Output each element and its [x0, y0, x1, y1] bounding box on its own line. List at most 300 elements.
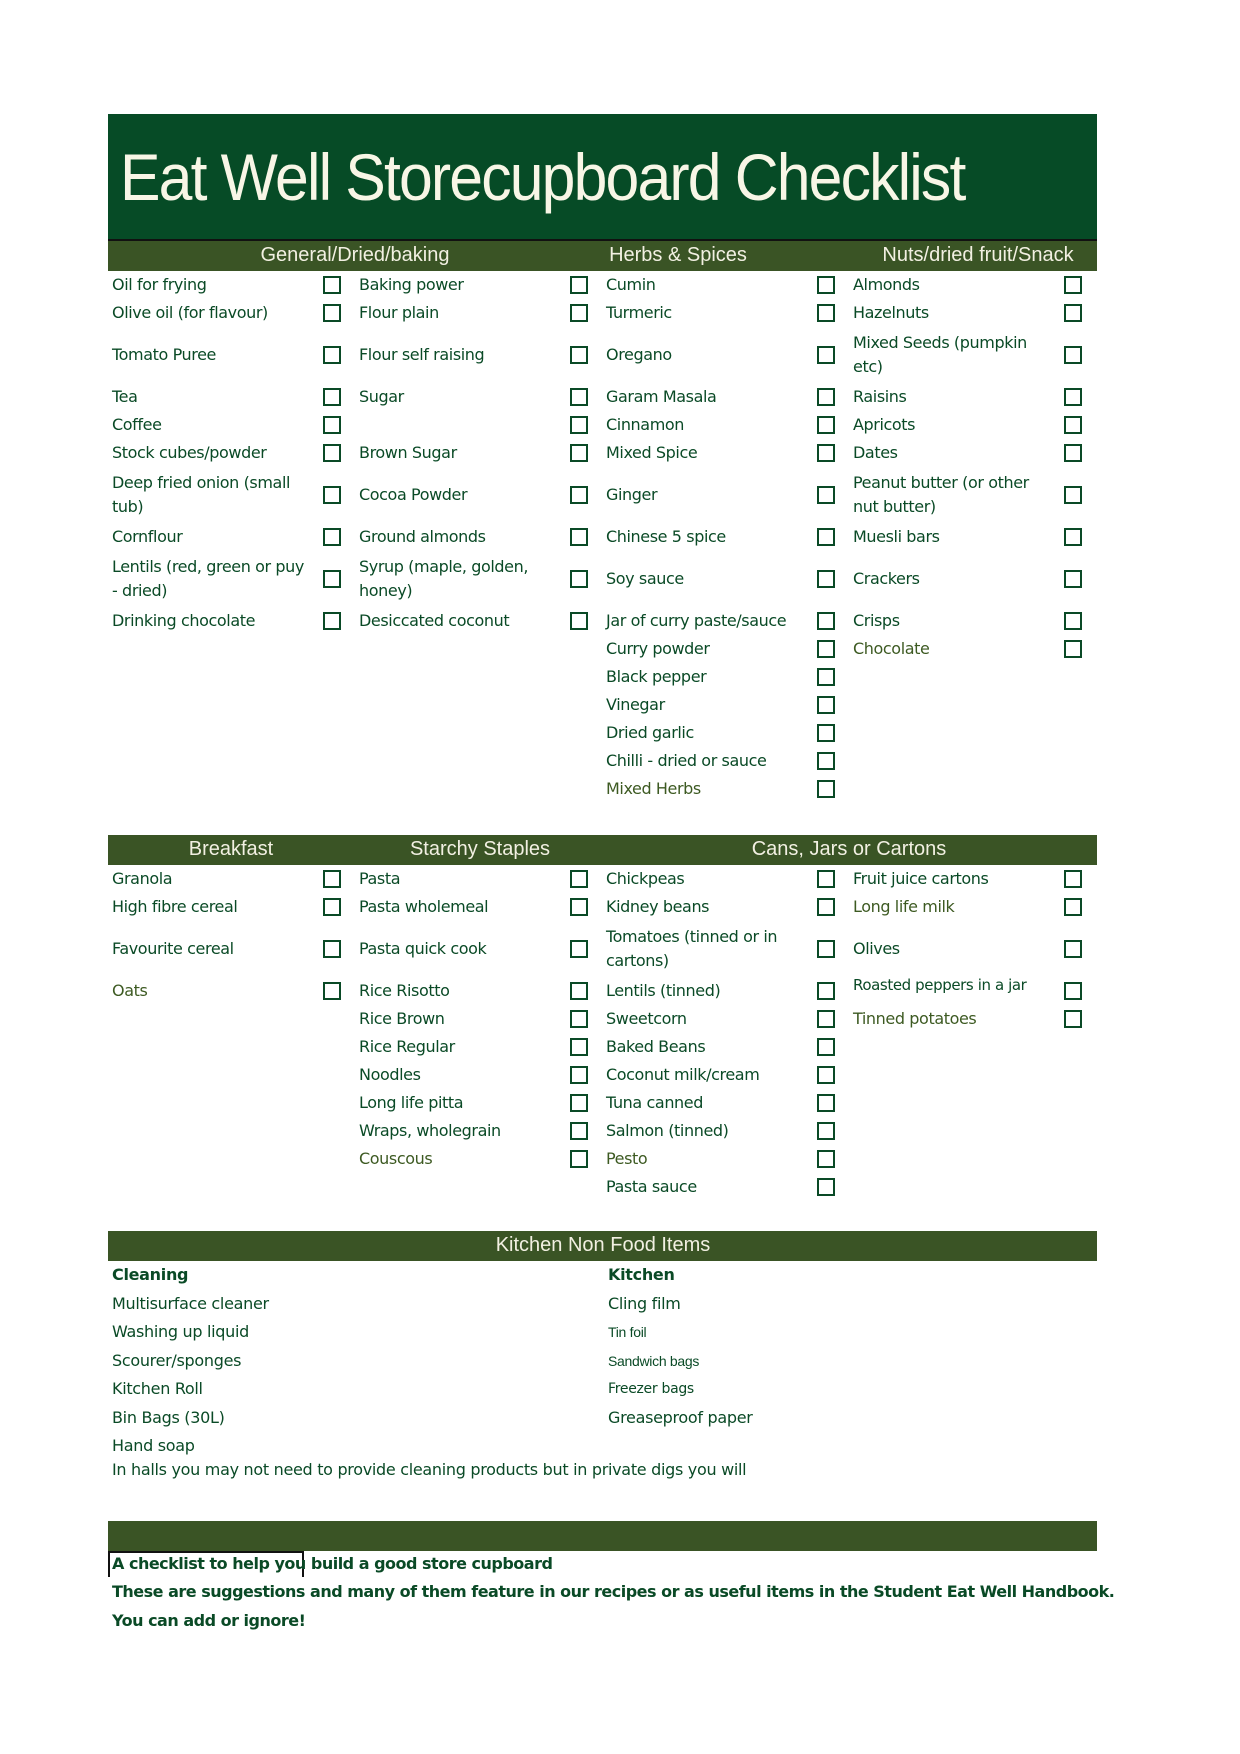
checkbox[interactable]	[570, 444, 588, 462]
checkbox[interactable]	[817, 1122, 835, 1140]
checklist-cell	[849, 921, 1096, 977]
checkbox[interactable]	[1064, 640, 1082, 658]
checkbox[interactable]	[817, 1094, 835, 1112]
item-label: Salmon (tinned)	[606, 1121, 729, 1140]
item-label: Cornflour	[112, 527, 183, 546]
checklist-cell	[108, 439, 355, 467]
checklist-cell	[602, 691, 849, 719]
item-label: Crackers	[853, 569, 920, 588]
table-row	[108, 1145, 1097, 1173]
checklist-cell	[108, 271, 355, 299]
checkbox[interactable]	[323, 416, 341, 434]
kitchen-non-food-section	[108, 1261, 1097, 1521]
checkbox[interactable]	[817, 570, 835, 588]
checklist-cell	[108, 663, 355, 691]
header-general-dried-baking: General/Dried/baking	[260, 244, 450, 266]
checklist-cell	[849, 893, 1096, 921]
item-label: Chilli - dried or sauce	[606, 751, 767, 770]
header-herbs-spices: Herbs & Spices	[609, 244, 747, 266]
checkbox[interactable]	[817, 444, 835, 462]
checkbox[interactable]	[570, 1066, 588, 1084]
page-title: Eat Well Storecupboard Checklist	[120, 139, 965, 214]
checkbox[interactable]	[570, 486, 588, 504]
list-item: Washing up liquid	[112, 1322, 249, 1341]
checklist-cell	[849, 551, 1096, 607]
header-nuts-dried-fruit-snack: Nuts/dried fruit/Snack	[882, 244, 1074, 266]
checklist-cell	[849, 691, 1096, 719]
checkbox[interactable]	[570, 1094, 588, 1112]
checklist-cell	[355, 719, 602, 747]
checklist-cell	[355, 893, 602, 921]
item-label: Chocolate	[853, 639, 930, 658]
checkbox[interactable]	[817, 1150, 835, 1168]
list-item: Bin Bags (30L)	[112, 1407, 225, 1427]
checklist-cell	[602, 775, 849, 803]
checklist-cell	[602, 747, 849, 775]
checklist-cell	[355, 1173, 602, 1201]
checklist-cell	[602, 635, 849, 663]
table-row	[108, 607, 1097, 635]
item-label: Wraps, wholegrain	[359, 1121, 501, 1140]
item-label: Sweetcorn	[606, 1009, 687, 1028]
checklist-cell	[108, 383, 355, 411]
checkbox[interactable]	[570, 982, 588, 1000]
checkbox[interactable]	[817, 780, 835, 798]
checklist-cell	[108, 747, 355, 775]
checklist-cell	[108, 1005, 355, 1033]
checklist-cell	[355, 1033, 602, 1061]
checklist-cell	[355, 747, 602, 775]
checklist-cell	[355, 1061, 602, 1089]
checkbox[interactable]	[1064, 1010, 1082, 1028]
table-row	[108, 1117, 1097, 1145]
item-label: Coconut milk/cream	[606, 1065, 760, 1084]
item-label: Fruit juice cartons	[853, 869, 989, 888]
checklist-cell	[849, 865, 1096, 893]
checklist-cell	[108, 719, 355, 747]
table-row	[108, 1005, 1097, 1033]
list-item: Greaseproof paper	[608, 1407, 753, 1427]
checklist-cell	[602, 467, 849, 523]
checklist-cell	[602, 271, 849, 299]
item-label: Cocoa Powder	[359, 485, 468, 504]
checkbox[interactable]	[570, 870, 588, 888]
list-item: Kitchen Roll	[112, 1379, 203, 1398]
checkbox[interactable]	[817, 486, 835, 504]
checkbox[interactable]	[817, 898, 835, 916]
item-label: Mixed Spice	[606, 443, 698, 462]
item-label: Crisps	[853, 611, 900, 630]
checkbox[interactable]	[817, 870, 835, 888]
checklist-cell	[849, 1145, 1096, 1173]
checkbox[interactable]	[570, 570, 588, 588]
checklist-cell	[602, 551, 849, 607]
checklist-cell	[849, 977, 1096, 1005]
checklist-cell	[108, 1061, 355, 1089]
item-label: Stock cubes/powder	[112, 443, 267, 462]
checkbox[interactable]	[817, 276, 835, 294]
checklist-cell	[602, 1061, 849, 1089]
item-label: Baked Beans	[606, 1037, 706, 1056]
item-label: Long life pitta	[359, 1093, 464, 1112]
item-label: Garam Masala	[606, 387, 717, 406]
checkbox[interactable]	[570, 1010, 588, 1028]
item-label: Almonds	[853, 275, 920, 294]
checkbox[interactable]	[1064, 416, 1082, 434]
checkbox[interactable]	[323, 870, 341, 888]
item-label: Hazelnuts	[853, 303, 929, 322]
checkbox[interactable]	[323, 612, 341, 630]
item-label: Cumin	[606, 275, 656, 294]
item-label: Roasted peppers in a jar	[853, 977, 1027, 994]
item-label: Long life milk	[853, 897, 955, 916]
checkbox[interactable]	[1064, 528, 1082, 546]
checkbox[interactable]	[817, 696, 835, 714]
item-label: Muesli bars	[853, 527, 940, 546]
checkbox[interactable]	[1064, 898, 1082, 916]
checkbox[interactable]	[570, 1122, 588, 1140]
list-item: Freezer bags	[608, 1381, 694, 1397]
checkbox[interactable]	[817, 1038, 835, 1056]
table-row	[108, 551, 1097, 607]
checklist-cell	[108, 1173, 355, 1201]
cleaning-note: In halls you may not need to provide cleaning products but in private digs you will	[112, 1460, 747, 1479]
item-label: Desiccated coconut	[359, 611, 510, 630]
checklist-cell	[355, 271, 602, 299]
list-item: Tin foil	[608, 1324, 647, 1340]
table-row	[108, 775, 1097, 803]
checkbox[interactable]	[323, 940, 341, 958]
item-label: Cinnamon	[606, 415, 685, 434]
checklist-cell	[355, 467, 602, 523]
checkbox[interactable]	[570, 276, 588, 294]
item-label: Lentils (red, green or puy - dried)	[112, 557, 304, 600]
checklist-cell	[108, 467, 355, 523]
checkbox[interactable]	[323, 982, 341, 1000]
checklist-cell	[849, 271, 1096, 299]
item-label: Rice Regular	[359, 1037, 455, 1056]
item-label: Granola	[112, 869, 173, 888]
checklist-cell	[355, 663, 602, 691]
checkbox[interactable]	[570, 346, 588, 364]
checkbox[interactable]	[570, 940, 588, 958]
checklist-cell	[355, 1089, 602, 1117]
checklist-cell	[602, 1005, 849, 1033]
section-header-food-2	[108, 835, 1097, 865]
item-label: Chinese 5 spice	[606, 527, 726, 546]
item-label: Olives	[853, 939, 900, 958]
checklist-cell	[602, 663, 849, 691]
item-label: Black pepper	[606, 667, 707, 686]
footer-line-3: You can add or ignore!	[112, 1611, 306, 1630]
checklist-cell	[602, 383, 849, 411]
table-row	[108, 977, 1097, 1005]
checklist-cell	[602, 1033, 849, 1061]
table-row	[108, 411, 1097, 439]
checkbox[interactable]	[570, 1038, 588, 1056]
checklist-cell	[355, 439, 602, 467]
checkbox[interactable]	[323, 898, 341, 916]
cleaning-list	[112, 1261, 269, 1461]
item-label: Kidney beans	[606, 897, 710, 916]
checkbox[interactable]	[817, 304, 835, 322]
table-row	[108, 1061, 1097, 1089]
item-label: Syrup (maple, golden, honey)	[359, 557, 529, 600]
checkbox[interactable]	[817, 1010, 835, 1028]
checkbox[interactable]	[1064, 388, 1082, 406]
item-label: Couscous	[359, 1149, 433, 1168]
checklist-cell	[849, 1005, 1096, 1033]
header-starchy-staples: Starchy Staples	[409, 838, 551, 860]
checklist-cell	[849, 663, 1096, 691]
item-label: Rice Brown	[359, 1009, 445, 1028]
checkbox[interactable]	[1064, 444, 1082, 462]
item-label: Dates	[853, 443, 898, 462]
checkbox[interactable]	[817, 1178, 835, 1196]
checklist-cell	[108, 411, 355, 439]
checklist-cell	[849, 467, 1096, 523]
footer-bar	[108, 1521, 1097, 1551]
checkbox[interactable]	[323, 388, 341, 406]
checklist-cell	[355, 523, 602, 551]
checklist-cell	[849, 1033, 1096, 1061]
checklist-cell	[849, 719, 1096, 747]
checkbox[interactable]	[570, 416, 588, 434]
item-label: Flour plain	[359, 303, 439, 322]
checklist-cell	[849, 439, 1096, 467]
checkbox[interactable]	[570, 1150, 588, 1168]
checklist-cell	[355, 551, 602, 607]
checklist-cell	[108, 327, 355, 383]
checkbox[interactable]	[817, 940, 835, 958]
item-label: Apricots	[853, 415, 916, 434]
checkbox[interactable]	[1064, 276, 1082, 294]
item-label: Deep fried onion (small tub)	[112, 473, 291, 516]
table-row	[108, 719, 1097, 747]
checkbox[interactable]	[323, 304, 341, 322]
item-label: Sugar	[359, 387, 404, 406]
checkbox[interactable]	[570, 388, 588, 406]
table-row	[108, 523, 1097, 551]
checklist-cell	[849, 635, 1096, 663]
checklist-cell	[849, 1173, 1096, 1201]
header-kitchen-non-food: Kitchen Non Food Items	[495, 1234, 711, 1256]
checklist-cell	[849, 411, 1096, 439]
checklist-cell	[602, 977, 849, 1005]
checkbox[interactable]	[1064, 940, 1082, 958]
checkbox[interactable]	[817, 640, 835, 658]
checklist-cell	[602, 865, 849, 893]
table-row	[108, 1033, 1097, 1061]
checkbox[interactable]	[817, 528, 835, 546]
item-label: Oil for frying	[112, 275, 207, 294]
checklist-cell	[602, 893, 849, 921]
checkbox[interactable]	[323, 276, 341, 294]
checklist-cell	[355, 327, 602, 383]
table-row	[108, 691, 1097, 719]
checklist-cell	[355, 1145, 602, 1173]
checklist-cell	[355, 299, 602, 327]
checklist-cell	[602, 1117, 849, 1145]
checkbox[interactable]	[1064, 982, 1082, 1000]
list-item: Hand soap	[112, 1436, 195, 1455]
section-header-kitchen	[108, 1231, 1097, 1261]
checkbox[interactable]	[570, 304, 588, 322]
checkbox[interactable]	[323, 528, 341, 546]
checkbox[interactable]	[323, 346, 341, 364]
checklist-cell	[108, 691, 355, 719]
checklist-cell	[108, 523, 355, 551]
checkbox[interactable]	[323, 444, 341, 462]
item-label: Tinned potatoes	[853, 1009, 977, 1028]
item-label: Soy sauce	[606, 569, 684, 588]
checklist-cell	[355, 921, 602, 977]
table-row	[108, 299, 1097, 327]
checklist-cell	[355, 607, 602, 635]
checklist-cell	[355, 865, 602, 893]
item-label: Mixed Seeds (pumpkin etc)	[853, 333, 1027, 376]
item-label: Pasta sauce	[606, 1177, 697, 1196]
item-label: Pasta	[359, 869, 401, 888]
checkbox[interactable]	[323, 486, 341, 504]
checklist-cell	[355, 977, 602, 1005]
checkbox[interactable]	[817, 416, 835, 434]
checklist-cell	[849, 747, 1096, 775]
checkbox[interactable]	[1064, 486, 1082, 504]
checkbox[interactable]	[1064, 346, 1082, 364]
kitchen-list	[608, 1261, 753, 1432]
checklist-cell	[355, 691, 602, 719]
item-label: Raisins	[853, 387, 907, 406]
item-label: Pesto	[606, 1149, 648, 1168]
checkbox[interactable]	[817, 982, 835, 1000]
checkbox[interactable]	[1064, 870, 1082, 888]
checkbox[interactable]	[1064, 570, 1082, 588]
title-banner	[108, 114, 1097, 241]
item-label: Olive oil (for flavour)	[112, 303, 268, 322]
item-label: Favourite cereal	[112, 939, 234, 958]
checklist-cell	[849, 523, 1096, 551]
kitchen-heading: Kitchen	[608, 1265, 675, 1284]
checkbox[interactable]	[570, 612, 588, 630]
checklist-cell	[355, 1005, 602, 1033]
checklist-cell	[108, 865, 355, 893]
item-label: High fibre cereal	[112, 897, 238, 916]
checklist-grid-general-herbs-nuts	[108, 271, 1097, 803]
table-row	[108, 439, 1097, 467]
checkbox[interactable]	[570, 528, 588, 546]
item-label: Baking power	[359, 275, 464, 294]
item-label: Brown Sugar	[359, 443, 457, 462]
table-row	[108, 467, 1097, 523]
list-item: Sandwich bags	[608, 1352, 700, 1369]
table-row	[108, 271, 1097, 299]
footer-line-2: These are suggestions and many of them feature in our recipes or as useful items in the Student Eat Well Handbook.	[112, 1582, 1115, 1601]
list-item: Multisurface cleaner	[112, 1293, 269, 1313]
item-label: Tomatoes (tinned or in cartons)	[606, 927, 778, 970]
item-label: Drinking chocolate	[112, 611, 256, 630]
item-label: Noodles	[359, 1065, 421, 1084]
checkbox[interactable]	[1064, 612, 1082, 630]
checklist-cell	[602, 327, 849, 383]
checklist-cell	[849, 1117, 1096, 1145]
checkbox[interactable]	[817, 724, 835, 742]
checklist-cell	[849, 1089, 1096, 1117]
checklist-cell	[849, 383, 1096, 411]
footer-line-1: A checklist to help you build a good store cupboard	[112, 1554, 553, 1573]
checklist-grid-breakfast-staples-cans	[108, 865, 1097, 1201]
checklist-cell	[108, 607, 355, 635]
item-label: Rice Risotto	[359, 981, 450, 1000]
item-label: Pasta wholemeal	[359, 897, 489, 916]
checklist-cell	[108, 551, 355, 607]
checklist-cell	[108, 1117, 355, 1145]
list-item: Scourer/sponges	[112, 1350, 242, 1370]
table-row	[108, 635, 1097, 663]
item-label: Pasta quick cook	[359, 939, 487, 958]
checklist-cell	[602, 439, 849, 467]
checkbox[interactable]	[817, 346, 835, 364]
checklist-cell	[108, 299, 355, 327]
item-label: Tomato Puree	[112, 345, 217, 364]
checkbox[interactable]	[817, 388, 835, 406]
checklist-cell	[602, 719, 849, 747]
checkbox[interactable]	[817, 612, 835, 630]
table-row	[108, 383, 1097, 411]
item-label: Turmeric	[606, 303, 672, 322]
checklist-cell	[849, 607, 1096, 635]
checklist-cell	[355, 775, 602, 803]
checklist-cell	[602, 921, 849, 977]
checklist-cell	[355, 635, 602, 663]
section-header-food-1	[108, 241, 1097, 271]
item-label: Chickpeas	[606, 869, 685, 888]
checklist-cell	[849, 327, 1096, 383]
table-row	[108, 663, 1097, 691]
item-label: Flour self raising	[359, 345, 485, 364]
checklist-page	[108, 114, 1115, 1721]
checkbox[interactable]	[1064, 304, 1082, 322]
checklist-cell	[108, 893, 355, 921]
checklist-cell	[602, 607, 849, 635]
checklist-cell	[108, 1145, 355, 1173]
checklist-cell	[108, 635, 355, 663]
item-label: Tea	[112, 387, 138, 406]
table-row	[108, 327, 1097, 383]
table-row	[108, 1173, 1097, 1201]
list-item: Cling film	[608, 1293, 681, 1313]
checklist-cell	[602, 1173, 849, 1201]
checklist-cell	[602, 411, 849, 439]
checkbox[interactable]	[817, 1066, 835, 1084]
checklist-cell	[602, 523, 849, 551]
item-label: Tuna canned	[606, 1093, 703, 1112]
table-row	[108, 921, 1097, 977]
item-label: Oats	[112, 981, 148, 1000]
checklist-cell	[355, 383, 602, 411]
item-label: Dried garlic	[606, 723, 694, 742]
checkbox[interactable]	[323, 570, 341, 588]
checkbox[interactable]	[570, 898, 588, 916]
checklist-cell	[602, 1145, 849, 1173]
checklist-cell	[849, 1061, 1096, 1089]
checkbox[interactable]	[817, 752, 835, 770]
table-row	[108, 747, 1097, 775]
item-label: Ground almonds	[359, 527, 486, 546]
checklist-cell	[355, 1117, 602, 1145]
checkbox[interactable]	[817, 668, 835, 686]
checklist-cell	[108, 977, 355, 1005]
